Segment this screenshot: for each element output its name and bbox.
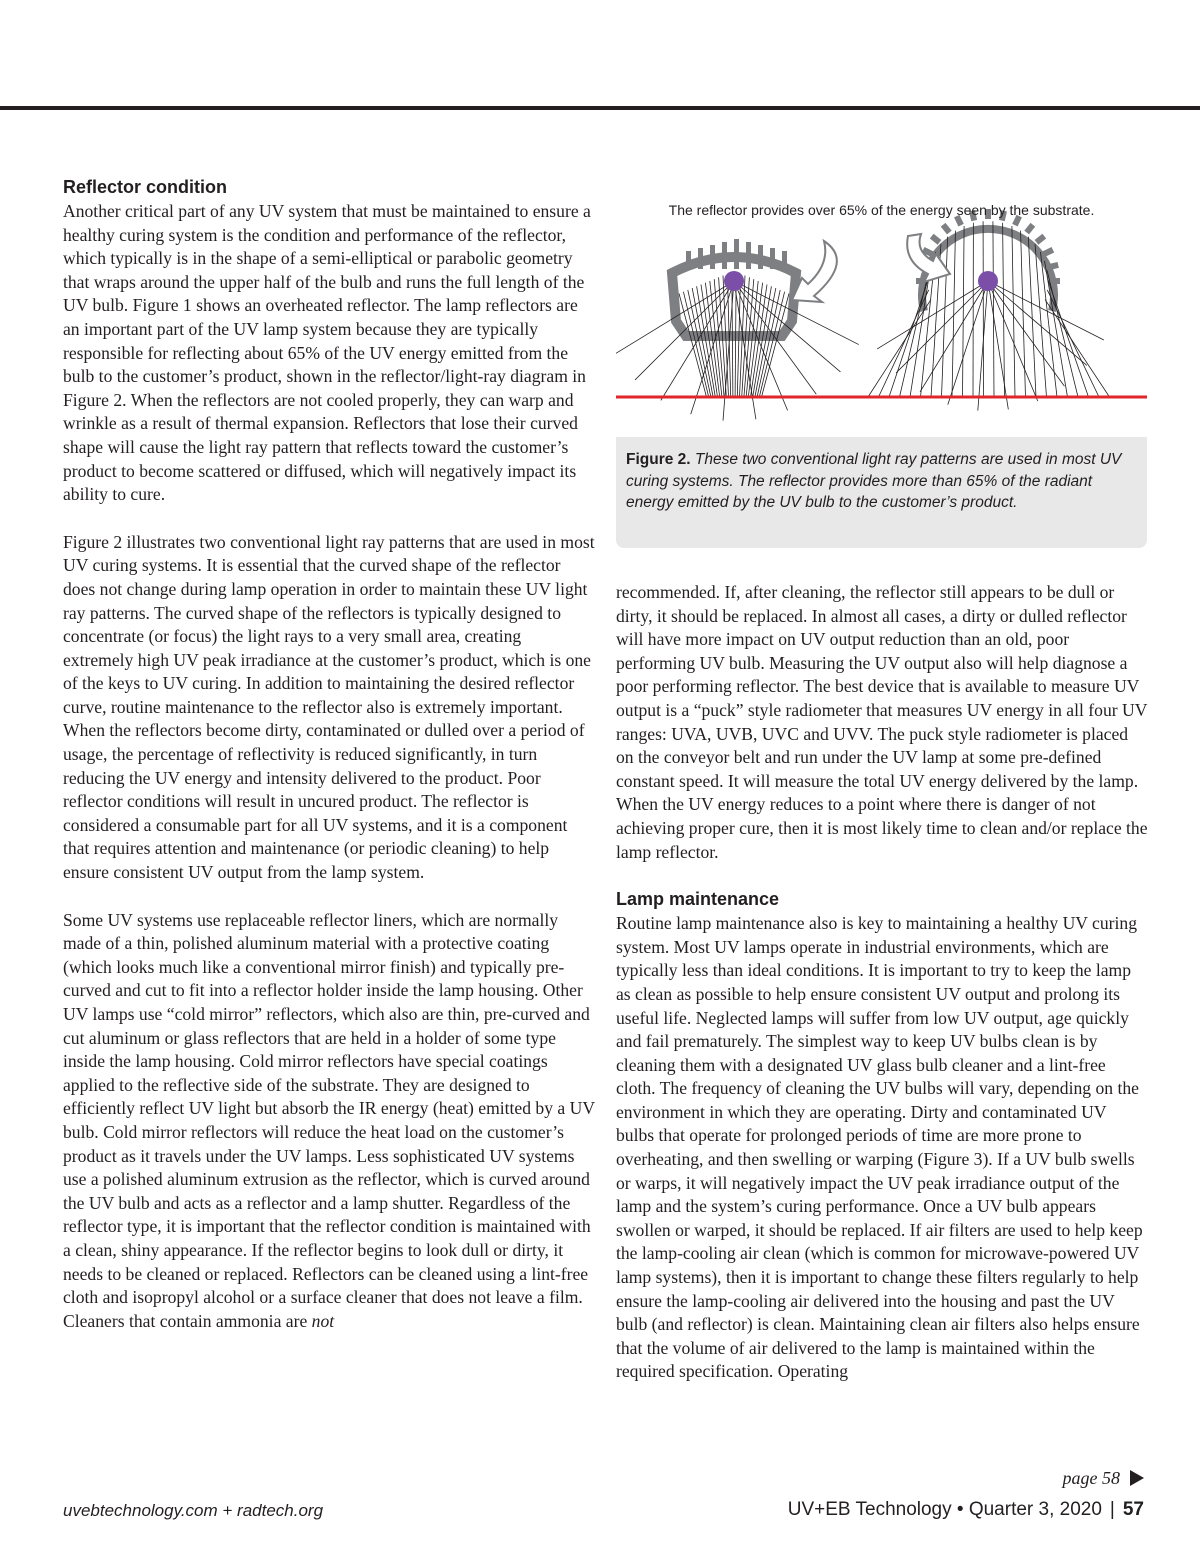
left-column <box>63 176 595 1333</box>
paragraph: recommended. If, after cleaning, the reflector still appears to be dull or dirty, it should be replaced. In almost all cases, a dirty or dulled reflector will have more impact on UV output reduction than an old, poor performing UV bulb. Measuring the UV output also will help diagnose a poor performing reflector. The best device that is available to measure UV output is a “puck” style radiometer that measures UV energy in all four UV ranges: UVA, UVB, UVC and UVV. The puck style radiometer is placed on the conveyor belt and run under the UV lamp at some pre-defined constant speed. It will measure the total UV energy delivered by the lamp. When the UV energy reduces to a point where there is danger of not achieving proper cure, then it is most likely time to clean and/or replace the lamp reflector. <box>616 582 1148 862</box>
footer-publication <box>788 1499 1144 1521</box>
figure-caption-text: These two conventional light ray patterns are used in most UV curing systems. The reflector provides more than 65% of the radiant energy emitted by the UV bulb to the customer’s product. <box>626 451 1122 511</box>
paragraph: Routine lamp maintenance also is key to maintaining a healthy UV curing system. Most UV lamps operate in industrial environments, which are typically less than ideal conditions. It is important to try to keep the lamp as clean as possible to help ensure consistent UV output and prolong its useful life. Neglected lamps will suffer from low UV output, age quickly and fail prematurely. The simplest way to keep UV bulbs clean is by cleaning them with a designated UV glass bulb cleaner and a lint-free cloth. The frequency of cleaning the UV bulbs will vary, depending on the environment in which they are operating. Dirty and contaminated UV bulbs that operate for prolonged periods of time are more prone to overheating, and then swelling or warping (Figure 3). If a UV bulb swells or warps, it will negatively impact the UV peak irradiance output of the lamp and the system’s curing performance. Once a UV bulb appears swollen or warped, it should be replaced. If air filters are used to help keep the lamp-cooling air clean (which is common for microwave-powered UV lamp systems), then it is important to change these filters regularly to help ensure the lamp-cooling air delivered into the housing and past the UV bulb (and reflector) is clean. Maintaining clean air filters also helps ensure that the volume of air delivered to the lamp is maintained within the required specification. Operating <box>616 913 1143 1382</box>
reflector-tooth <box>943 225 949 233</box>
light-ray <box>1048 280 1089 397</box>
paragraph: Figure 2 illustrates two conventional light ray patterns that are used in most UV curing systems. It is essential that the curved shape of the reflector does not change during lamp operation in order to maintain these UV light ray patterns. The curved shape of the reflectors is typically designed to concentrate (or focus) the light rays to a very small area, creating extremely high UV peak irradiance at the customer’s product, which is one of the keys to UV curing. In addition to maintaining the desired reflector curve, routine maintenance to the reflector also is extremely important. When the reflectors become dirty, contaminated or dulled over a period of usage, the percentage of reflectivity is reduced significantly, in turn reducing the UV energy and intensity delivered to the product. Poor reflector conditions will result in uncured product. The reflector is considered a consumable part for all UV systems, and it is a component that requires attention and maintenance (or periodic cleaning) to help ensure consistent UV output from the lamp system. <box>63 531 595 883</box>
figure-diagram <box>616 181 1147 437</box>
reflector-tooth <box>932 236 940 242</box>
footer-separator: | <box>1109 1499 1115 1520</box>
paragraph-text: Some UV systems use replaceable reflector liners, which are normally made of a thin, polished aluminum material with a protective coating (which looks much like a conventional mirror finish) and typically pre-curved and cut to fit into a reflector holder inside the lamp housing. Other UV lamps use “cold mirror” reflectors, which also are thin, pre-curved and cut aluminum or glass reflectors that are held in a holder of some type inside the lamp housing. Cold mirror reflectors have special coatings applied to the reflective side of the substrate. They are designed to efficiently reflect UV light but absorb the IR energy (heat) emitted by a UV bulb. Cold mirror reflectors will reduce the heat load on the customer’s product as it travels under the UV lamps. Less sophisticated UV systems use a polished aluminum extrusion as the reflector, which is curved around the UV bulb and acts as a reflector and a lamp shutter. Regardless of the reflector type, it is important that the reflector condition is maintained with a clean, shiny appearance. If the reflector begins to look dull or dirty, it needs to be cleaned or replaced. Reflectors can be cleaned using a lint-free cloth and isopropyl alcohol or a surface cleaner that does not leave a film. Cleaners that contain ammonia are <box>63 909 595 1331</box>
light-ray <box>1047 270 1078 397</box>
light-ray <box>679 294 707 398</box>
light-ray <box>1012 226 1015 397</box>
reflector-tooth <box>1027 225 1033 233</box>
direct-light-ray <box>734 281 756 419</box>
reflector-light-ray-diagram <box>616 181 1147 437</box>
reflector-tooth <box>1044 250 1053 254</box>
light-ray <box>688 290 711 397</box>
direct-light-ray <box>988 281 1087 365</box>
reflector-tooth <box>1036 236 1044 242</box>
paragraph <box>63 909 595 1334</box>
right-column <box>616 581 1148 1384</box>
light-ray <box>942 237 948 397</box>
direct-light-ray <box>877 281 988 349</box>
light-ray <box>963 226 965 397</box>
continued-on-page <box>1063 1468 1145 1489</box>
page-number: 57 <box>1122 1499 1144 1520</box>
figure-caption-label: Figure 2. <box>626 451 691 468</box>
publication-name: UV+EB Technology • Quarter 3, 2020 <box>787 1499 1102 1520</box>
figure-2 <box>616 181 1147 548</box>
light-ray <box>1021 231 1026 397</box>
light-ray <box>993 221 994 397</box>
direct-light-ray <box>896 281 988 373</box>
footer-websites: uvebtechnology.com + radtech.org <box>63 1501 324 1520</box>
direct-light-ray <box>988 281 1104 340</box>
emphasis-text: not <box>311 1310 335 1331</box>
light-ray <box>1003 223 1005 397</box>
light-ray <box>1045 300 1109 397</box>
uv-bulb <box>978 271 998 291</box>
figure-caption <box>626 449 1136 514</box>
paragraph: Another critical part of any UV system that must be maintained to ensure a healthy curing system is the condition and performance of the reflector, which typically is in the shape of a semi-elliptical or parabolic geometry that wraps around the upper half of the bulb and runs the full length of the UV bulb. Figure 1 shows an overheated reflector. The lamp reflectors are an important part of the UV lamp system because they are typically responsible for reflecting about 65% of the UV energy emitted from the bulb to the customer’s product, shown in the reflector/light-ray diagram in Figure 2. When the reflectors are not cooled properly, they can warp and wrinkle as a result of thermal expansion. Reflectors that lose their curved shape will cause the light ray pattern that reflects toward the customer’s product to become scattered or diffused, which will negatively impact its ability to cure. <box>63 201 591 505</box>
light-ray <box>757 290 780 397</box>
light-ray <box>900 270 929 397</box>
continued-page-label: page 58 <box>1062 1468 1120 1488</box>
uv-bulb <box>724 271 744 291</box>
light-ray <box>868 300 931 397</box>
section-heading-reflector-condition: Reflector condition <box>63 177 228 197</box>
top-rule <box>0 106 1200 110</box>
arrow-right-icon <box>1130 1470 1144 1486</box>
direct-light-ray <box>988 281 1008 409</box>
section-heading-lamp-maintenance: Lamp maintenance <box>616 889 780 910</box>
figure-heading: The reflector provides over 65% of the energy seen by the substrate. <box>668 202 1095 218</box>
